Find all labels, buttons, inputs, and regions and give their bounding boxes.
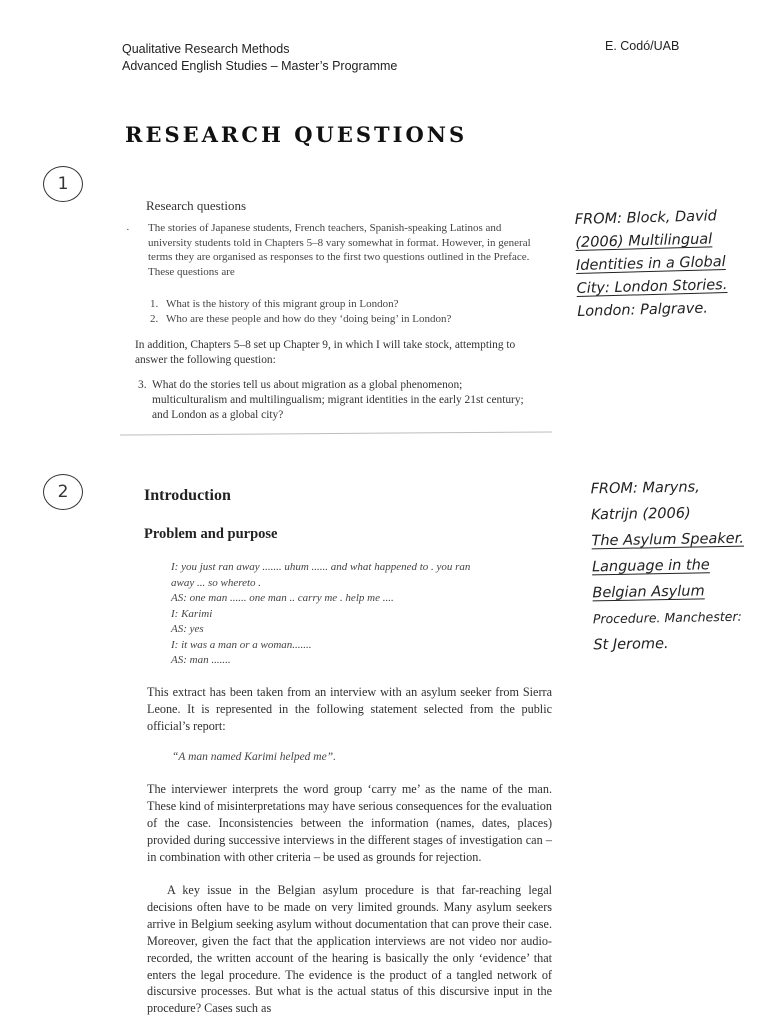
section2-paragraph-3: A key issue in the Belgian asylum procedure is that far-reaching legal decisions often have to be made on very limited grounds. Many asylum seekers arrive in Belgium seeking asylum without documentation that can prove their case. Moreover, given the fact that the application interviews are not video nor audio-recorded, the written account of the hearing is basically the only ‘evidence’ that enters the legal procedure. The evidence is the product of a tangled network of discursive processes. But what is the actual status of this discursive input in the procedure? Cases such as [147,883,552,1016]
handwritten-source-note-2 [590,474,746,659]
section2-heading: Introduction [144,487,231,504]
transcript-line: I: you just ran away ....... uhum ...... and what happened to . you ran [171,561,471,573]
section1-heading: Research questions [146,198,247,213]
section-number-circle-2 [43,474,83,510]
question-number: 2. [150,312,159,325]
question-number: 3. [138,379,147,391]
course-name: Qualitative Research Methods [122,42,290,56]
note-line: Procedure. Manchester: [592,608,742,627]
note-line: (2006) Multilingual [575,231,713,251]
note-line: St Jerome. [593,636,669,654]
transcript-line: away ... so whereto . [171,576,262,589]
bullet-mark: · [126,224,130,236]
list-item [138,378,533,423]
question-text: Who are these people and how do they ‘doing being’ in London? [166,312,452,325]
header-block [122,41,397,75]
programme-name: Advanced English Studies – Master’s Programme [122,59,398,73]
transcript-line: I: it was a man or a woman....... [171,638,312,651]
section-divider [120,431,552,435]
question-text: What do the stories tell us about migration as a global phenomenon; multiculturalism and multilingualism; migrant identities in the early 21st century; and London as a global city? [152,379,524,421]
handwritten-source-note-1 [575,205,729,324]
transcript-line: AS: one man ...... one man .. carry me . help me .... [171,592,394,604]
section1-addition: In addition, Chapters 5–8 set up Chapter 9, in which I will take stock, attempting to answer the following question: [135,339,516,366]
section2-paragraph-1: This extract has been taken from an interview with an asylum seeker from Sierra Leone. It is represented in the following statement selected from the public official’s report: [147,685,552,733]
note-line: Belgian Asylum [592,583,705,602]
transcript-line: I: Karimi [171,607,213,620]
transcript-extract [171,560,543,669]
list-item [150,312,540,327]
note-line: London: Palgrave. [577,300,709,320]
note-line: Language in the [591,557,710,576]
question-list [150,297,540,326]
transcript-line: AS: yes [171,623,204,635]
section2-subheading: Problem and purpose [144,526,278,542]
note-line: FROM: Block, David [574,208,718,228]
question-number: 1. [150,298,159,310]
note-line: The Asylum Speaker. [591,530,745,550]
section2-paragraph-2: The interviewer interprets the word group ‘carry me’ as the name of the man. These kind of misinterpretations may have serious consequences for the evaluation of the case. Inconsistencies between the information (names, dates, places) provided during successive interviews in the different stages of investigation can – in combination with other criteria – be used as grounds for rejection. [147,782,552,864]
section-number: 2 [57,482,69,502]
list-item [150,297,540,312]
note-line: City: London Stories. [576,277,728,297]
note-line: Katrijn (2006) [590,505,691,524]
transcript-line: AS: man ....... [171,654,231,666]
section1-intro: The stories of Japanese students, French teachers, Spanish-speaking Latinos and university students told in Chapters 5–8 vary somewhat in format. However, in general terms they are organised as responses to the first two questions outlined in the Preface. These questions are [148,222,531,278]
note-line: FROM: Maryns, [590,479,700,498]
report-quote: “A man named Karimi helped me”. [172,751,336,763]
question-text: What is the history of this migrant group in London? [166,298,399,310]
page-title: RESEARCH QUESTIONS [125,122,468,147]
note-line: Identities in a Global [575,254,726,274]
question-3 [138,378,533,423]
author-label: E. Codó/UAB [605,39,680,53]
section-number-circle-1 [43,166,83,202]
section-number: 1 [57,174,69,194]
